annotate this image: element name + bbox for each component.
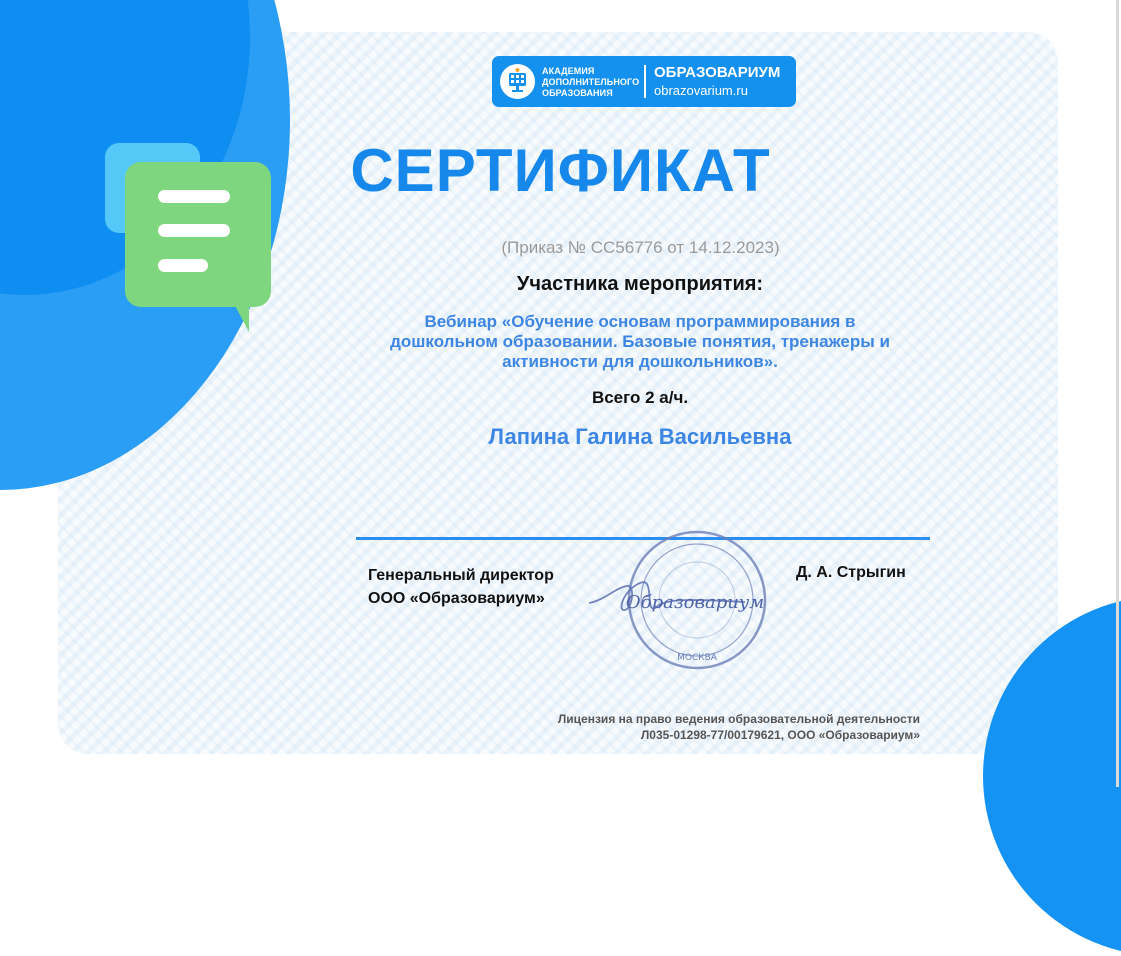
director-line: Генеральный директор bbox=[368, 567, 554, 584]
certificate-title: СЕРТИФИКАТ bbox=[350, 137, 771, 204]
event-description bbox=[340, 312, 940, 372]
license-line: Л035-01298-77/00179621, ООО «Образовариум» bbox=[640, 728, 920, 742]
director-line: ООО «Образовариум» bbox=[368, 590, 545, 607]
academy-logo bbox=[492, 56, 796, 107]
recipient-name: Лапина Галина Васильевна bbox=[488, 424, 792, 449]
page-edge bbox=[1116, 0, 1119, 787]
stamp-center-text: Образовариум bbox=[625, 592, 765, 613]
logo-url: obrazovarium.ru bbox=[654, 83, 748, 98]
logo-line: ДОПОЛНИТЕЛЬНОГО bbox=[542, 77, 640, 87]
chat-line bbox=[158, 224, 230, 237]
logo-line: АКАДЕМИЯ bbox=[542, 66, 595, 76]
stamp-city-text: МОСКВА bbox=[677, 653, 717, 663]
license-info bbox=[480, 711, 920, 743]
signer-name: Д. А. Стрыгин bbox=[796, 564, 906, 581]
event-line: активности для дошкольников». bbox=[502, 352, 778, 371]
order-number: (Приказ № СС56776 от 14.12.2023) bbox=[501, 238, 780, 257]
participant-label: Участника мероприятия: bbox=[516, 273, 764, 295]
hours-total: Всего 2 а/ч. bbox=[591, 388, 689, 407]
event-line: Вебинар «Обучение основам программирования в bbox=[424, 312, 856, 331]
director-title bbox=[368, 564, 554, 610]
logo-line: ОБРАЗОВАНИЯ bbox=[542, 88, 613, 98]
event-line: дошкольном образовании. Базовые понятия, тренажеры и bbox=[390, 332, 890, 351]
logo-brand: ОБРАЗОВАРИУМ bbox=[654, 64, 781, 81]
monitor-icon bbox=[500, 64, 535, 99]
chat-line bbox=[158, 259, 208, 272]
license-line: Лицензия на право ведения образовательной деятельности bbox=[557, 712, 920, 726]
company-stamp bbox=[585, 528, 775, 673]
logo-divider bbox=[644, 65, 646, 98]
logo-academy-text bbox=[542, 66, 639, 99]
